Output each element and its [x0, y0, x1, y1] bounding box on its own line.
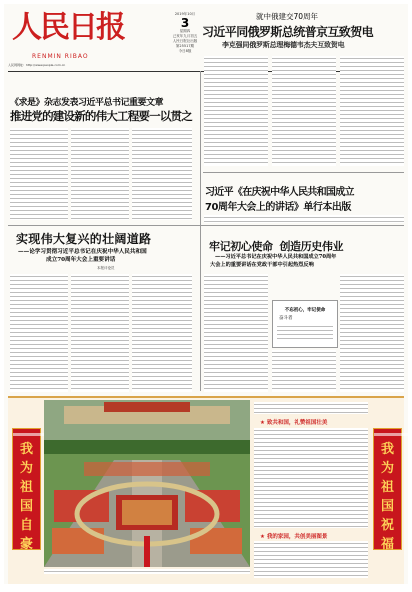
sidebar-box-line-1: 不忘初心，牢记使命	[284, 308, 326, 313]
photo-caption	[44, 569, 250, 574]
masthead-romanized: RENMIN RIBAO	[32, 53, 89, 60]
parade-photo-illustration	[44, 400, 250, 567]
lead-body-col-3	[340, 56, 404, 166]
issue-number: 第25517期	[175, 44, 195, 48]
editorial-right-col-2	[272, 350, 336, 392]
sidebar-box	[272, 300, 338, 348]
qiushi-body-col-1	[10, 128, 68, 220]
feature-body-2	[254, 541, 368, 578]
book-headline-1: 习近平《在庆祝中华人民共和国成立	[205, 187, 354, 198]
banner-right: 我 为 祖 国 祝 福	[373, 428, 402, 550]
editorial-right-headline: 牢记初心使命 创造历史伟业	[209, 240, 344, 253]
qiushi-body-col-2	[71, 128, 129, 220]
date-block	[171, 12, 199, 54]
top-kicker: 就中俄建交70周年	[256, 12, 319, 21]
editorial-left-byline: 本报评论员	[97, 266, 115, 270]
lunar-date: 己亥年九月初五	[172, 34, 198, 38]
book-headline-2: 70周年大会上的讲话》单行本出版	[205, 202, 351, 213]
qiushi-headline-1: 《求是》杂志发表习近平总书记重要文章	[10, 98, 164, 108]
date-label: 2019年10月	[174, 12, 196, 16]
sidebar-box-line-2: 奋斗者	[279, 316, 293, 321]
editorial-right-sub-1: ——习近平总书记在庆祝中华人民共和国成立70周年	[215, 254, 337, 260]
publisher: 人民日报社出版	[172, 39, 198, 43]
page-count: 今日8版	[178, 49, 192, 53]
masthead-title: 人民日报	[12, 10, 124, 45]
weekday: 星期四	[179, 29, 191, 33]
feature-heading-1: ★ 致共和国，礼赞祖国壮美	[260, 420, 328, 426]
feature-body-1	[254, 428, 368, 528]
editorial-right-col-1	[204, 274, 268, 392]
editorial-left-headline: 实现伟大复兴的壮阔道路	[16, 232, 152, 246]
date-day: 3	[180, 16, 190, 30]
feature-heading-2: ★ 我的家园，共创美丽图景	[260, 534, 328, 540]
qiushi-headline-2: 推进党的建设新的伟大工程要一以贯之	[10, 109, 192, 123]
banner-left: 我 为 祖 国 自 豪	[12, 428, 41, 550]
editorial-left-col-2	[71, 274, 129, 392]
top-subhead: 李克强同俄罗斯总理梅德韦杰夫互致贺电	[222, 41, 345, 49]
masthead-footer: 人民网网址：http://www.people.com.cn	[8, 63, 66, 67]
lead-body-col-2	[272, 56, 336, 166]
feature-intro	[254, 402, 368, 414]
editorial-right-sub-2: 大会上的重要讲话在党政干部中引起热烈反响	[210, 262, 314, 268]
newspaper-front-page	[4, 4, 408, 584]
editorial-left-sub-2: 成立70周年大会上重要讲话	[46, 257, 116, 263]
book-body	[204, 215, 404, 223]
top-headline: 习近平同俄罗斯总统普京互致贺电	[202, 25, 374, 39]
editorial-left-col-3	[132, 274, 192, 392]
editorial-right-col-3	[340, 274, 404, 392]
editorial-left-col-1	[10, 274, 68, 392]
qiushi-body-col-3	[132, 128, 192, 220]
lead-body-col-1	[204, 56, 268, 166]
parade-photo	[44, 400, 250, 567]
editorial-left-sub-1: ——论学习贯彻习近平总书记在庆祝中华人民共和国	[18, 249, 147, 255]
